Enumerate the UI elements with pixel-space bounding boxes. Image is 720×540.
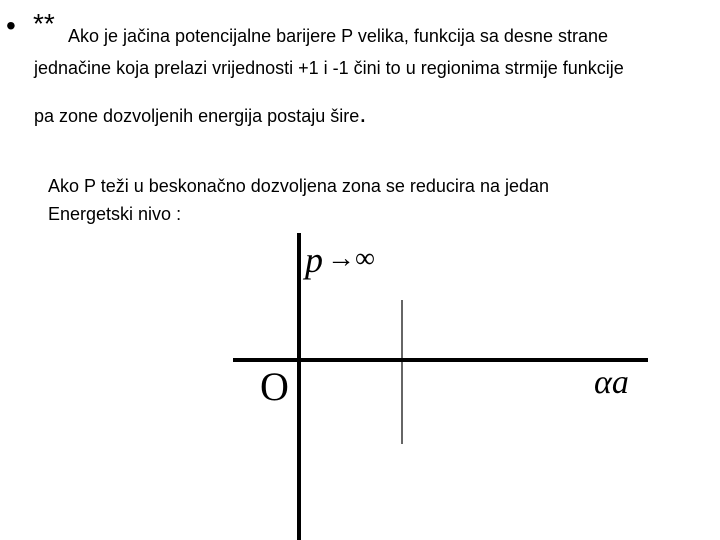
limit-label-arrow-infinity: →∞ — [327, 243, 375, 274]
limit-label-p: p — [305, 240, 323, 280]
origin-label: O — [260, 364, 289, 409]
bullet-point: • — [6, 10, 16, 41]
text-line-3-period: . — [359, 98, 367, 128]
double-asterisk: ** — [33, 8, 55, 39]
alpha-a-axis-label: αa — [594, 364, 629, 401]
text-line-1: Ako je jačina potencijalne barijere P velika, funkcija sa desne strane — [68, 26, 608, 46]
second-paragraph-line-1: Ako P teži u beskonačno dozvoljena zona se reducira na jedan — [48, 176, 550, 196]
text-line-2: jednačine koja prelazi vrijednosti +1 i -1 čini to u regionima strmije funkcije — [34, 58, 624, 78]
second-paragraph-line-2: Energetski nivo : — [48, 204, 182, 224]
text-line-3-body: pa zone dozvoljenih energija postaju šire — [34, 106, 360, 126]
